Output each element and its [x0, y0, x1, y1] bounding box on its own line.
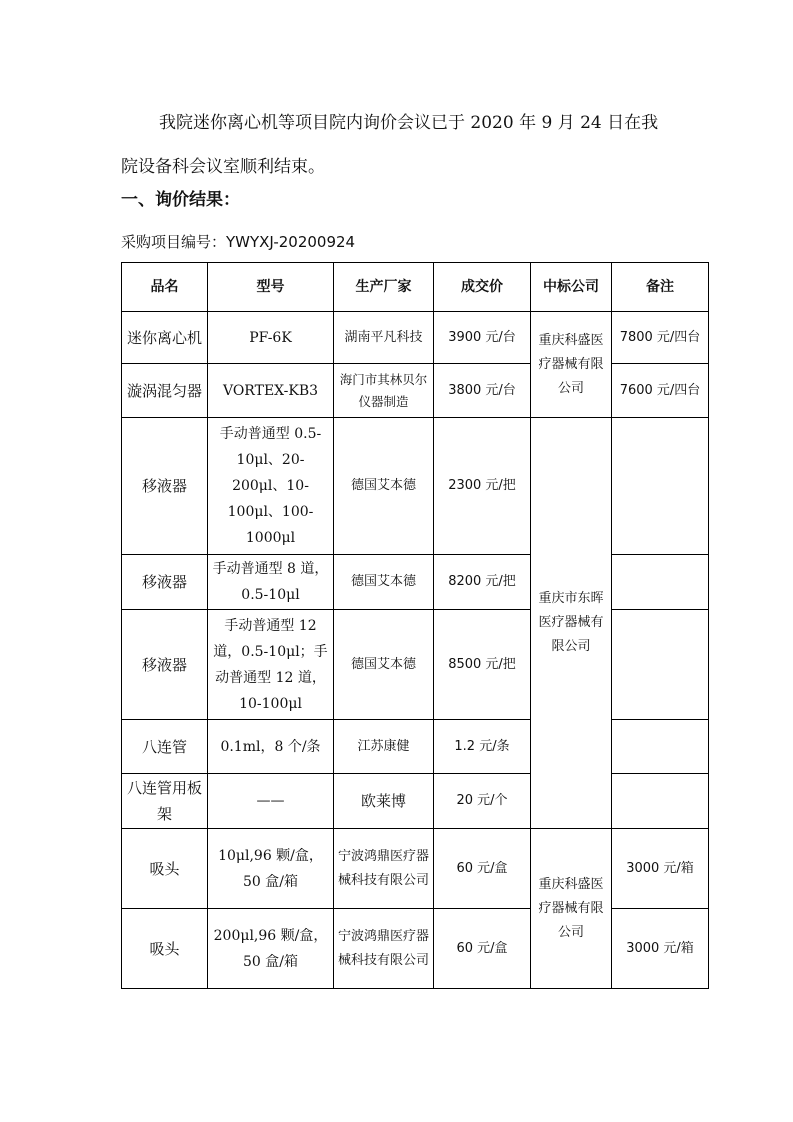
cell-maker: 宁波鸿鼎医疗器械科技有限公司 — [334, 909, 434, 989]
cell-model: —— — [208, 774, 334, 829]
header-model: 型号 — [208, 263, 334, 312]
cell-note — [612, 418, 709, 555]
cell-note — [612, 774, 709, 829]
cell-price: 3900 元/台 — [434, 312, 531, 364]
cell-price: 1.2 元/条 — [434, 720, 531, 774]
cell-model: 手动普通型 8 道，0.5-10μl — [208, 555, 334, 610]
cell-note: 7800 元/四台 — [612, 312, 709, 364]
cell-maker: 德国艾本德 — [334, 610, 434, 720]
cell-maker: 德国艾本德 — [334, 555, 434, 610]
cell-price: 3800 元/台 — [434, 364, 531, 418]
cell-maker: 海门市其林贝尔仪器制造 — [334, 364, 434, 418]
cell-name: 移液器 — [122, 610, 208, 720]
intro-paragraph — [121, 101, 681, 189]
cell-note — [612, 610, 709, 720]
cell-model: 10μl,96 颗/盒，50 盒/箱 — [208, 829, 334, 909]
cell-price: 8500 元/把 — [434, 610, 531, 720]
cell-maker: 江苏康健 — [334, 720, 434, 774]
cell-name: 吸头 — [122, 829, 208, 909]
cell-price: 2300 元/把 — [434, 418, 531, 555]
cell-note: 7600 元/四台 — [612, 364, 709, 418]
table-row — [122, 364, 709, 418]
cell-note — [612, 720, 709, 774]
cell-model: 手动普通型 12 道，0.5-10μl；手动普通型 12 道，10-100μl — [208, 610, 334, 720]
cell-maker: 宁波鸿鼎医疗器械科技有限公司 — [334, 829, 434, 909]
project-number: 采购项目编号：YWYXJ-20200924 — [121, 233, 356, 251]
cell-name: 移液器 — [122, 418, 208, 555]
cell-name: 迷你离心机 — [122, 312, 208, 364]
cell-note: 3000 元/箱 — [612, 909, 709, 989]
table-row — [122, 312, 709, 364]
cell-name: 八连管用板架 — [122, 774, 208, 829]
cell-name: 漩涡混匀器 — [122, 364, 208, 418]
cell-name: 移液器 — [122, 555, 208, 610]
section-title: 一、询价结果： — [121, 190, 240, 210]
table-row — [122, 774, 709, 829]
cell-winner: 重庆科盛医疗器械有限公司 — [531, 829, 612, 989]
table-header-row — [122, 263, 709, 312]
cell-price: 60 元/盒 — [434, 909, 531, 989]
table-row — [122, 720, 709, 774]
table-row — [122, 829, 709, 909]
header-name: 品名 — [122, 263, 208, 312]
table-row — [122, 555, 709, 610]
cell-model: VORTEX-KB3 — [208, 364, 334, 418]
cell-winner: 重庆科盛医疗器械有限公司 — [531, 312, 612, 418]
cell-model: PF-6K — [208, 312, 334, 364]
quote-table — [121, 262, 709, 989]
table-row — [122, 418, 709, 555]
cell-model: 手动普通型 0.5-10μl、20-200μl、10-100μl、100-1000μl — [208, 418, 334, 555]
header-price: 成交价 — [434, 263, 531, 312]
header-winner: 中标公司 — [531, 263, 612, 312]
cell-name: 吸头 — [122, 909, 208, 989]
intro-line-2: 院设备科会议室顺利结束。 — [121, 157, 325, 177]
intro-line-1: 我院迷你离心机等项目院内询价会议已于 2020 年 9 月 24 日在我 — [159, 113, 659, 133]
table-row — [122, 909, 709, 989]
table-row — [122, 610, 709, 720]
cell-price: 8200 元/把 — [434, 555, 531, 610]
cell-price: 60 元/盒 — [434, 829, 531, 909]
cell-price: 20 元/个 — [434, 774, 531, 829]
cell-note — [612, 555, 709, 610]
cell-name: 八连管 — [122, 720, 208, 774]
cell-model: 200μl,96 颗/盒，50 盒/箱 — [208, 909, 334, 989]
header-note: 备注 — [612, 263, 709, 312]
cell-maker: 欧莱博 — [334, 774, 434, 829]
cell-maker: 湖南平凡科技 — [334, 312, 434, 364]
cell-note: 3000 元/箱 — [612, 829, 709, 909]
cell-maker: 德国艾本德 — [334, 418, 434, 555]
cell-winner: 重庆市东晖医疗器械有限公司 — [531, 418, 612, 829]
header-maker: 生产厂家 — [334, 263, 434, 312]
cell-model: 0.1ml，8 个/条 — [208, 720, 334, 774]
